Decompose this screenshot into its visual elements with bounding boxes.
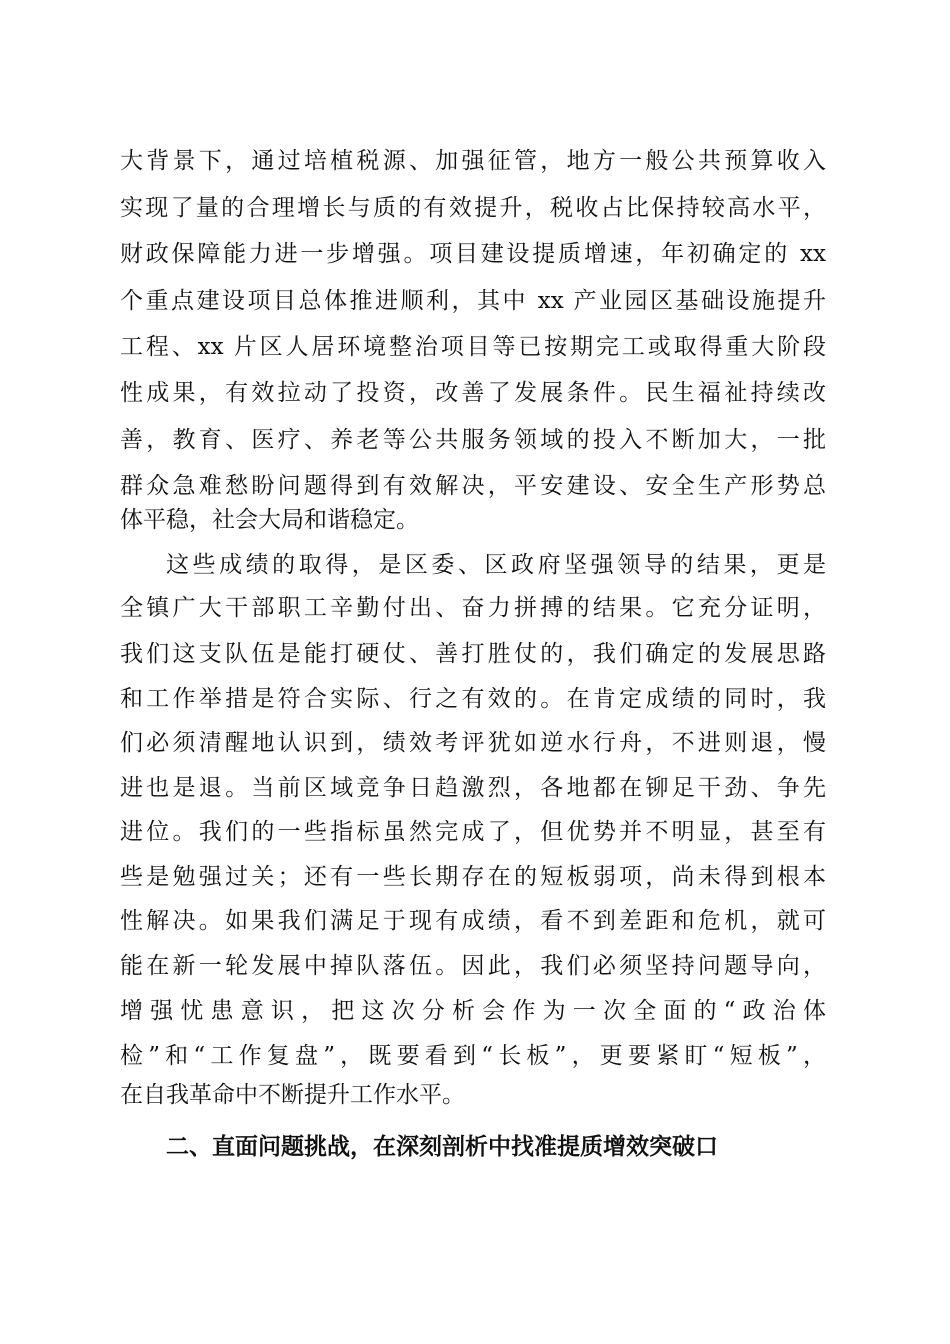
section-heading: 二、直面问题挑战，在深刻剖析中找准提质增效突破口: [166, 1134, 718, 1160]
text-line: 能在新一轮发展中掉队落伍。因此，我们必须坚持问题导向，: [120, 953, 826, 979]
text-line: 和工作举措是符合实际、行之有效的。在肯定成绩的同时，我: [120, 686, 826, 712]
text-line: 工程、xx 片区人居环境整治项目等已按期完工或取得重大阶段: [120, 334, 826, 360]
text-line: 善，教育、医疗、养老等公共服务领域的投入不断加大，一批: [120, 427, 826, 453]
text-line: 大背景下，通过培植税源、加强征管，地方一般公共预算收入: [120, 148, 826, 174]
text-line: 体平稳，社会大局和谐稳定。: [120, 507, 419, 533]
text-line: 财政保障能力进一步增强。项目建设提质增速，年初确定的 xx: [120, 241, 826, 267]
text-line: 在自我革命中不断提升工作水平。: [120, 1082, 465, 1108]
text-line: 增强忧患意识，把这次分析会作为一次全面的“政治体: [120, 998, 826, 1024]
text-line: 性成果，有效拉动了投资，改善了发展条件。民生福祉持续改: [120, 380, 826, 406]
text-line: 实现了量的合理增长与质的有效提升，税收占比保持较高水平，: [120, 195, 826, 221]
text-line: 们必须清醒地认识到，绩效考评犹如逆水行舟，不进则退，慢: [120, 730, 826, 756]
text-line: 这些成绩的取得，是区委、区政府坚强领导的结果，更是: [166, 552, 826, 578]
text-line: 性解决。如果我们满足于现有成绩，看不到差距和危机，就可: [120, 908, 826, 934]
text-line: 群众急难愁盼问题得到有效解决，平安建设、安全生产形势总: [120, 473, 826, 499]
text-line: 检”和“工作复盘”，既要看到“长板”，更要紧盯“短板”，: [120, 1043, 826, 1069]
text-line: 个重点建设项目总体推进顺利，其中 xx 产业园区基础设施提升: [120, 288, 826, 314]
text-line: 我们这支队伍是能打硬仗、善打胜仗的，我们确定的发展思路: [120, 641, 826, 667]
text-line: 些是勉强过关；还有一些长期存在的短板弱项，尚未得到根本: [120, 864, 826, 890]
text-line: 进也是退。当前区域竞争日趋激烈，各地都在铆足干劲、争先: [120, 775, 826, 801]
text-line: 进位。我们的一些指标虽然完成了，但优势并不明显，甚至有: [120, 819, 826, 845]
text-line: 全镇广大干部职工辛勤付出、奋力拼搏的结果。它充分证明，: [120, 595, 826, 621]
